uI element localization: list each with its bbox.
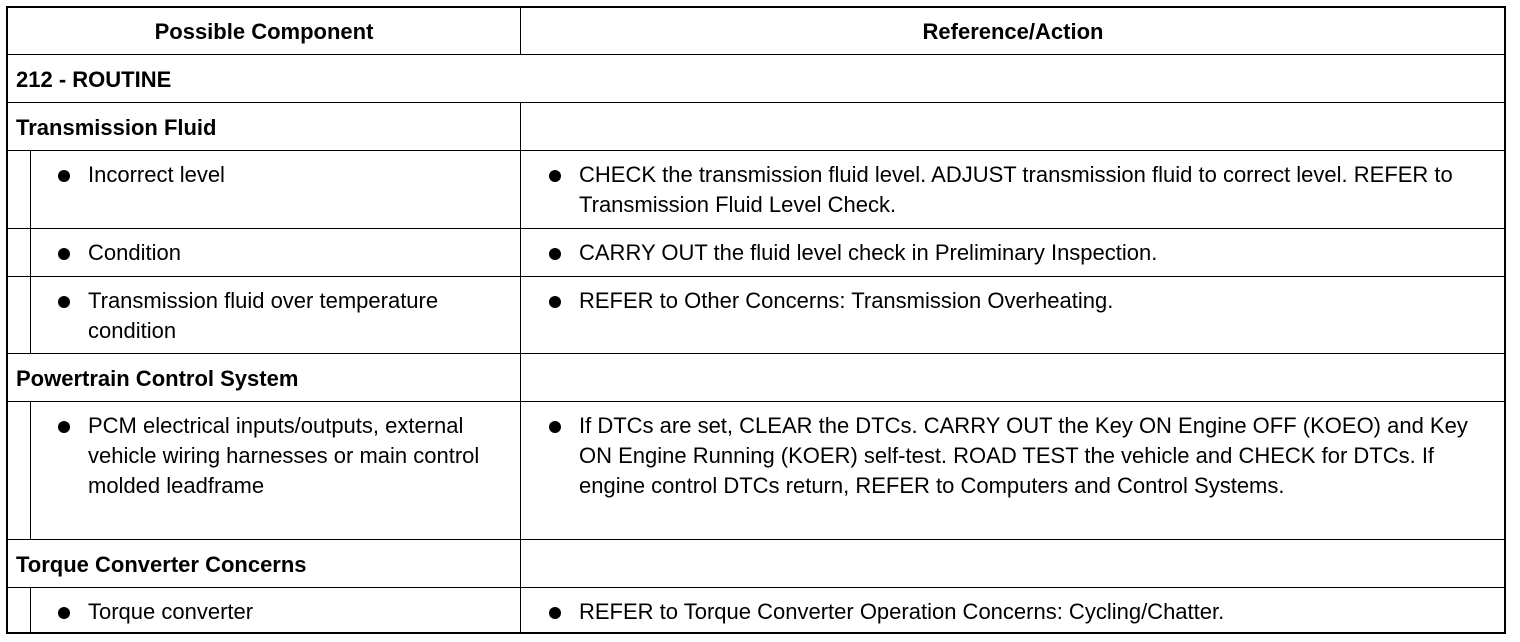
table-row [8,277,1504,354]
component-cell: Incorrect level [88,162,225,187]
section-title: Transmission Fluid [16,115,217,140]
bullet-icon [58,421,70,433]
header-reference-action: Reference/Action [922,19,1104,44]
table-row [8,402,1504,540]
bullet-icon [58,170,70,182]
routine-row [8,55,1504,103]
section-row-torque-converter [8,540,1504,588]
diagnostic-table [6,6,1506,634]
component-cell: PCM electrical inputs/outputs, external vehicle wiring harnesses or main control molded leadframe [88,413,480,498]
action-cell: REFER to Other Concerns: Transmission Overheating. [579,288,1114,313]
component-cell: Condition [88,240,181,265]
bullet-icon [58,607,70,619]
section-title: Torque Converter Concerns [16,552,307,577]
section-row-transmission-fluid [8,103,1504,151]
bullet-icon [549,170,561,182]
table-row [8,151,1504,229]
bullet-icon [549,248,561,260]
routine-title: 212 - ROUTINE [16,67,172,92]
table-row [8,229,1504,277]
action-cell: CHECK the transmission fluid level. ADJUST transmission fluid to correct level. REFER to Transmission Fluid Level Check. [579,162,1453,217]
action-cell: CARRY OUT the fluid level check in Preliminary Inspection. [579,240,1158,265]
header-possible-component: Possible Component [154,19,374,44]
bullet-icon [549,296,561,308]
action-cell: If DTCs are set, CLEAR the DTCs. CARRY OUT the Key ON Engine OFF (KOEO) and Key ON Engine Running (KOER) self-test. ROAD TEST the vehicle and CHECK for DTCs. If engine control DTCs return, REFER to Computers and Control Systems. [579,413,1468,498]
section-title: Powertrain Control System [16,366,299,391]
section-row-powertrain-control [8,354,1504,402]
bullet-icon [58,248,70,260]
component-cell: Torque converter [88,599,254,624]
table-row [8,588,1504,632]
action-cell: REFER to Torque Converter Operation Concerns: Cycling/Chatter. [579,599,1225,624]
bullet-icon [58,296,70,308]
component-cell: Transmission fluid over temperature condition [88,288,439,343]
table-header-row [8,8,1504,55]
bullet-icon [549,607,561,619]
bullet-icon [549,421,561,433]
